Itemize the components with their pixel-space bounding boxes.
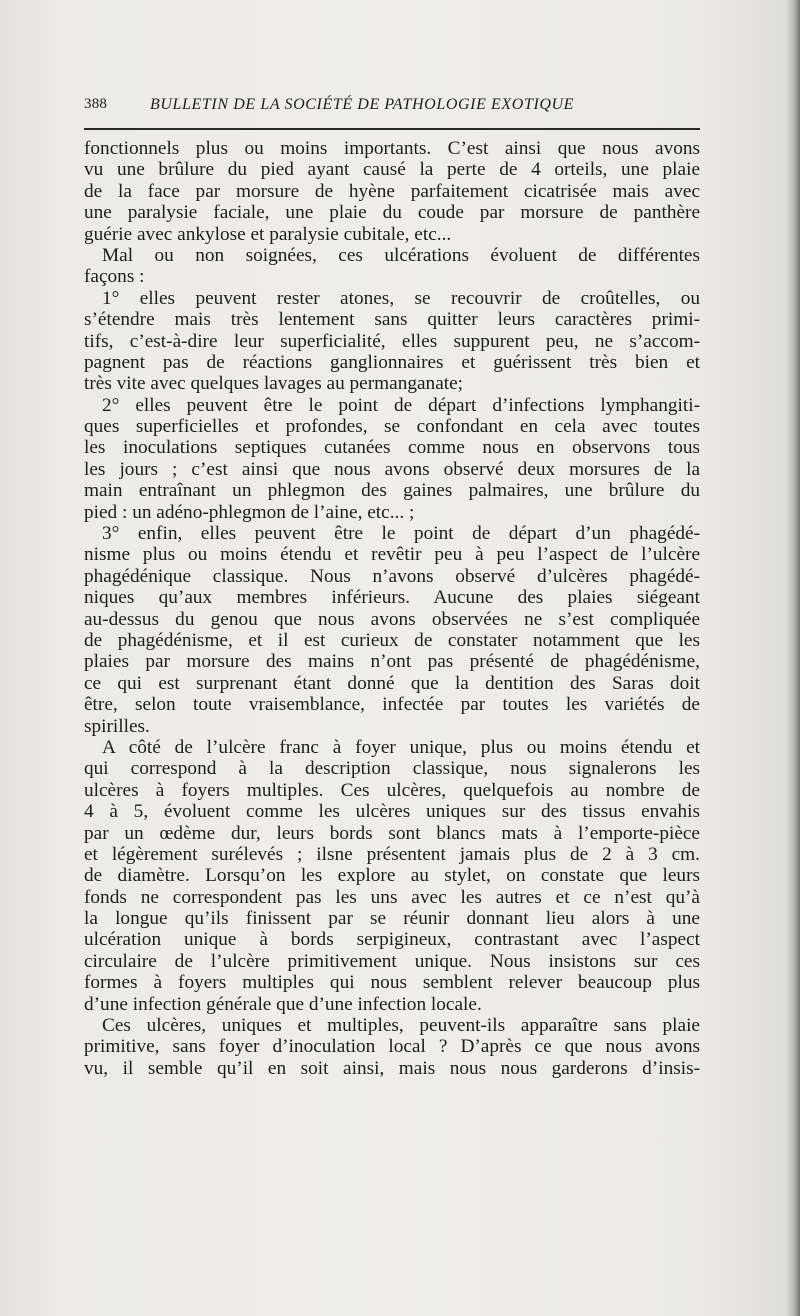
- text-line: main entraînant un phlegmon des gaines palmaires, une brûlure du: [84, 480, 700, 502]
- text-line: et légèrement surélevés ; ilsne présentent jamais plus de 2 à 3 cm.: [84, 843, 700, 865]
- text-line: par un œdème dur, leurs bords sont blancs mats à l’emporte-pièce: [84, 822, 700, 844]
- text-line: ulcères à foyers multiples. Ces ulcères, quelquefois au nombre de: [84, 779, 700, 801]
- text-line: fonctionnels plus ou moins importants. C’est ainsi que nous avons: [84, 138, 700, 159]
- text-line: fonds ne correspondent pas les uns avec les autres et ce n’est qu’à: [84, 886, 700, 908]
- text-line: ulcération unique à bords serpigineux, contrastant avec l’aspect: [84, 929, 700, 951]
- text-line: pied : un adéno-phlegmon de l’aine, etc... ;: [84, 501, 415, 523]
- text-line: de phagédénisme, et il est curieux de constater notamment que les: [84, 629, 700, 651]
- text-line: Mal ou non soignées, ces ulcérations évoluent de différentes: [102, 244, 700, 266]
- text-line: nisme plus ou moins étendu et revêtir peu à peu l’aspect de l’ulcère: [84, 544, 700, 566]
- text-line: au-dessus du genou que nous avons observées ne s’est compliquée: [84, 608, 700, 630]
- text-line: 4 à 5, évoluent comme les ulcères uniques sur des tissus envahis: [84, 801, 700, 823]
- text-line: A côté de l’ulcère franc à foyer unique, plus ou moins étendu et: [102, 736, 700, 758]
- page-header: [84, 92, 700, 122]
- text-line: façons :: [84, 266, 145, 288]
- body-text: [84, 138, 700, 1079]
- text-line: plaies par morsure des mains n’ont pas présenté de phagédénisme,: [84, 651, 700, 673]
- text-line: niques qu’aux membres inférieurs. Aucune des plaies siégeant: [84, 587, 700, 609]
- text-line: de diamètre. Lorsqu’on les explore au stylet, on constate que leurs: [84, 865, 700, 887]
- text-line: la longue qu’ils finissent par se réunir donnant lieu alors à une: [84, 908, 700, 930]
- text-line: primitive, sans foyer d’inoculation local ? D’après ce que nous avons: [84, 1036, 700, 1058]
- text-line: tifs, c’est-à-dire leur superficialité, elles suppurent peu, ne s’accom-: [84, 330, 700, 352]
- text-line: qui correspond à la description classique, nous signalerons les: [84, 758, 700, 780]
- text-line: formes à foyers multiples qui nous semblent relever beaucoup plus: [84, 972, 700, 994]
- text-line: ques superficielles et profondes, se confondant en cela avec toutes: [84, 416, 700, 438]
- text-line: pagnent pas de réactions ganglionnaires et guérissent très bien et: [84, 351, 700, 373]
- text-line: une paralysie faciale, une plaie du coude par morsure de panthère: [84, 202, 700, 224]
- text-line: très vite avec quelques lavages au permanganate;: [84, 373, 464, 395]
- text-line: vu une brûlure du pied ayant causé la perte de 4 orteils, une plaie: [84, 159, 700, 181]
- text-line: phagédénique classique. Nous n’avons observé d’ulcères phagédé-: [84, 565, 700, 587]
- text-line: d’une infection générale que d’une infection locale.: [84, 993, 482, 1015]
- text-line: vu, il semble qu’il en soit ainsi, mais nous nous garderons d’insis-: [84, 1057, 700, 1079]
- text-line: 3° enfin, elles peuvent être le point de départ d’un phagédé-: [102, 523, 700, 545]
- page-number: 388: [84, 96, 108, 112]
- text-line: Ces ulcères, uniques et multiples, peuvent-ils apparaître sans plaie: [102, 1015, 700, 1037]
- running-title: BULLETIN DE LA SOCIÉTÉ DE PATHOLOGIE EXOTIQUE: [150, 96, 575, 113]
- page-edge-shadow: [786, 0, 800, 1316]
- text-line: s’étendre mais très lentement sans quitter leurs caractères primi-: [84, 309, 700, 331]
- text-line: être, selon toute vraisemblance, infectée par toutes les variétés de: [84, 694, 700, 716]
- text-line: spirilles.: [84, 715, 150, 737]
- text-line: ce qui est surprenant étant donné que la dentition des Saras doit: [84, 672, 700, 694]
- text-line: 1° elles peuvent rester atones, se recouvrir de croûtelles, ou: [102, 287, 700, 309]
- text-line: les jours ; c’est ainsi que nous avons observé deux morsures de la: [84, 458, 700, 480]
- text-line: guérie avec ankylose et paralysie cubitale, etc...: [84, 223, 452, 245]
- text-line: de la face par morsure de hyène parfaitement cicatrisée mais avec: [84, 180, 700, 202]
- text-line: circulaire de l’ulcère primitivement unique. Nous insistons sur ces: [84, 950, 700, 972]
- text-line: 2° elles peuvent être le point de départ d’infections lymphangiti-: [102, 394, 700, 416]
- text-line: les inoculations septiques cutanées comme nous en observons tous: [84, 437, 700, 459]
- header-rule: [84, 128, 700, 130]
